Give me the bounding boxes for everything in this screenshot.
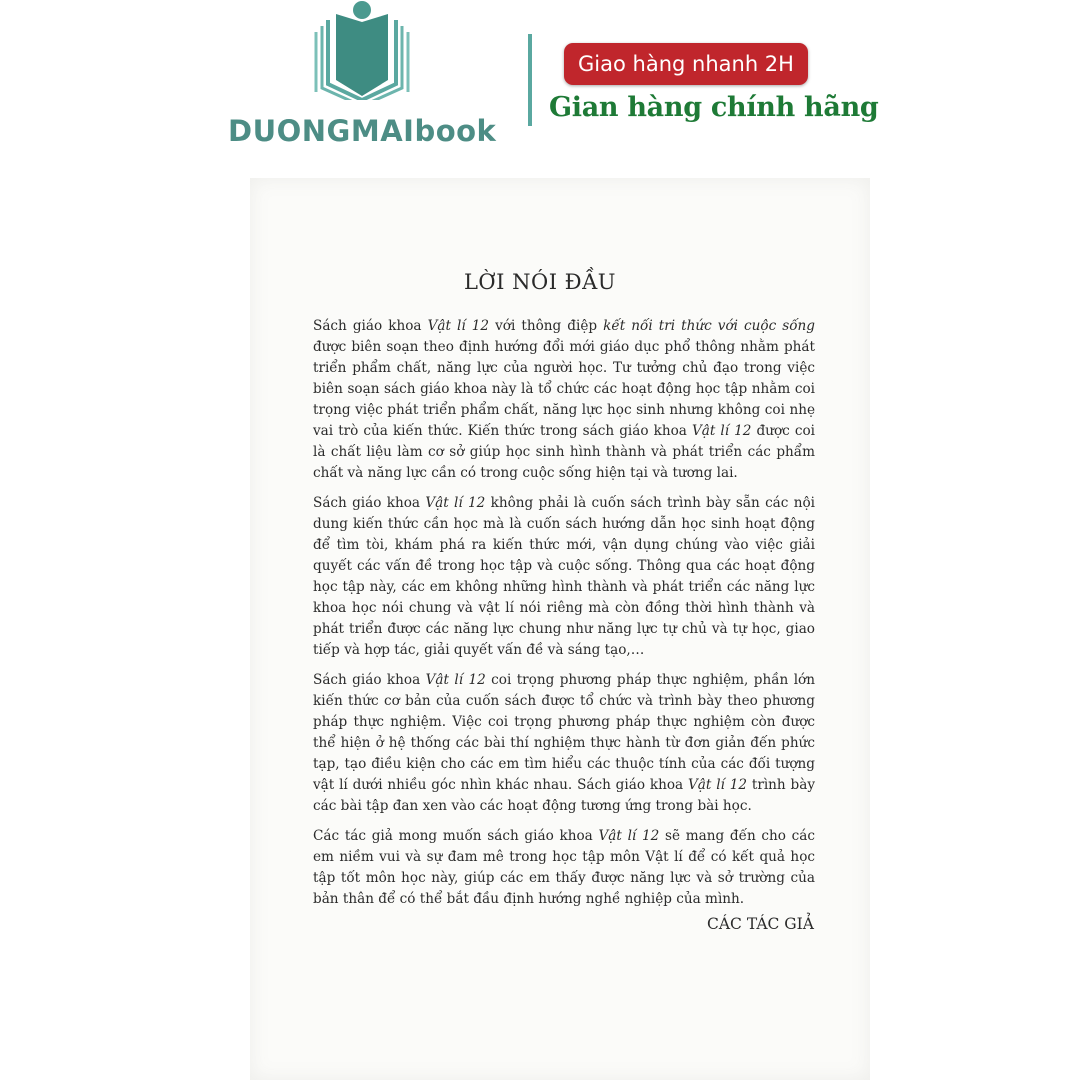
header-divider [528,34,532,126]
store-header [0,0,1080,175]
italic-run: Vật lí 12 [425,672,486,688]
text-run: được coi là chất liệu làm cơ sở giúp học sinh hình thành và phát triển các phẩm chất và năng lực cần có trong cuộc sống hiện tại và tương lai. [313,423,815,481]
text-run: được biên soạn theo định hướng đổi mới giáo dục phổ thông nhằm phát triển phẩm chất, năng lực của người học. Tư tưởng chủ đạo trong việc biên soạn sách giáo khoa này là tổ chức các hoạt động học tập nhằm coi trọng việc phát triển phẩm chất, năng lực học sinh nhưng không coi nhẹ vai trò của kiến thức. Kiến thức trong sách giáo khoa [313,339,815,439]
italic-run: Vật lí 12 [425,495,486,511]
page-title: LỜI NÓI ĐẦU [463,270,616,294]
preface-body [313,316,815,919]
paragraph [313,493,815,661]
text-run: sẽ mang đến cho các em niềm vui và sự đam mê trong học tập môn Vật lí để có kết quả học tập tốt môn học này, giúp các em thấy được năng lực và sở trường của bản thân để có thể bắt đầu định hướng nghề nghiệp của mình. [313,828,816,907]
italic-run: Vật lí 12 [691,423,752,439]
text-run: với thông điệp [489,318,604,334]
text-run: trình bày các bài tập đan xen vào các hoạt động tương ứng trong bài học. [313,777,815,814]
paragraph [313,826,815,910]
text-run: Các tác giả mong muốn sách giáo khoa [313,828,599,844]
brand-name: DUONGMAIbook [228,114,497,148]
fast-delivery-badge: Giao hàng nhanh 2H [564,43,808,85]
open-book-person-icon [300,0,424,100]
text-run: Sách giáo khoa [313,672,426,688]
paragraph [313,316,815,484]
italic-run: Vật lí 12 [687,777,748,793]
italic-run: kết nối tri thức với cuộc sống [603,318,816,334]
official-store-tagline: Gian hàng chính hãng [549,92,879,123]
paragraph [313,670,815,817]
italic-run: Vật lí 12 [427,318,490,334]
italic-run: Vật lí 12 [598,828,660,844]
text-run: Sách giáo khoa [313,495,426,511]
text-run: không phải là cuốn sách trình bày sẵn các nội dung kiến thức cần học mà là cuốn sách hướng dẫn học sinh hoạt động để tìm tòi, khám phá ra kiến thức mới, vận dụng chúng vào việc giải quyết các vấn đề trong học tập và cuộc sống. Thông qua các hoạt động học tập này, các em không những hình thành và phát triển các năng lực khoa học nói chung và vật lí nói riêng mà còn đồng thời hình thành và phát triển được các năng lực chung như năng lực tự chủ và tự học, giao tiếp và hợp tác, giải quyết vấn đề và sáng tạo,… [313,495,815,658]
text-run: Sách giáo khoa [313,318,428,334]
signature: CÁC TÁC GIẢ [706,915,814,933]
text-run: coi trọng phương pháp thực nghiệm, phần lớn kiến thức cơ bản của cuốn sách được tổ chức và trình bày theo phương pháp thực nghiệm. Việc coi trọng phương pháp thực nghiệm còn được thể hiện ở hệ thống các bài thí nghiệm thực hành từ đơn giản đến phức tạp, tạo điều kiện cho các em tìm hiểu các thuộc tính của các đối tượng vật lí dưới nhiều góc nhìn khác nhau. Sách giáo khoa [313,672,815,793]
